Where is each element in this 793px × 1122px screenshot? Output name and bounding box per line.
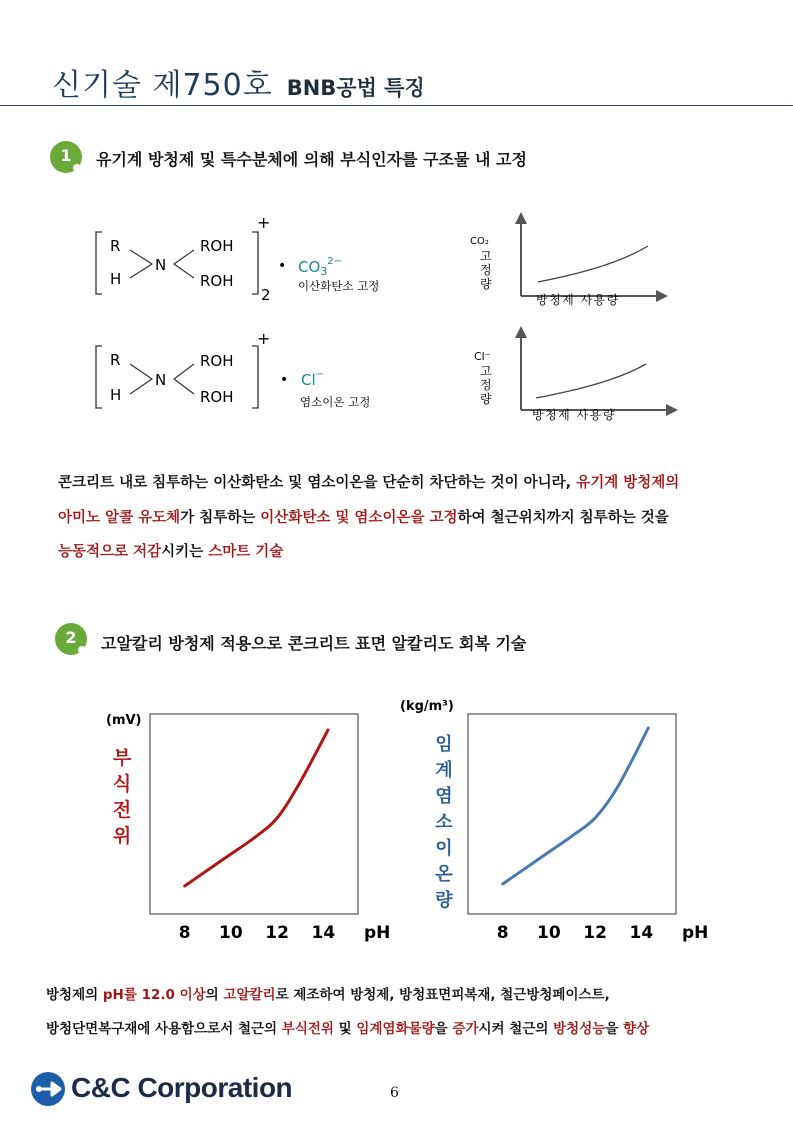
text-run: 및: [333, 1021, 357, 1037]
section1-paragraph-line1: [58, 471, 679, 492]
formula2-caption: 염소이온 고정: [300, 395, 371, 409]
graph2-ylabel-char: 량: [480, 392, 492, 406]
highlight-text: 부식전위: [281, 1021, 334, 1037]
formula2-right-bonds: [174, 364, 194, 394]
highlight-text: 임계염화물량: [356, 1021, 435, 1037]
graph1-ylabel-top: CO₂: [470, 236, 489, 247]
graph1-curve: [538, 246, 648, 282]
chart2-xlabel: pH: [682, 923, 709, 943]
graph1-ylabel-char: 고: [480, 249, 492, 263]
text-run: 시켜 철근의: [478, 1021, 554, 1037]
formula1-subscript: 2: [261, 286, 271, 304]
section1-number: 1: [60, 146, 72, 165]
company-logo-icon: [30, 1071, 66, 1107]
chart2-ylabel-char: 임: [435, 734, 453, 755]
graph2-ylabel-top: Cl⁻: [474, 350, 491, 363]
formula1-left-bonds: [130, 250, 152, 278]
chart2-ylabel-char: 온: [435, 864, 453, 885]
formula2-diagram: [88, 330, 448, 420]
formula2-charge: +: [257, 329, 271, 348]
highlight-text: 스마트 기술: [208, 544, 284, 560]
badge-dot-icon: [73, 164, 81, 172]
graph1-ylabel-char: 량: [480, 277, 492, 291]
corrosion-potential-chart: [100, 700, 391, 948]
chart2-x-tick-label: 10: [537, 923, 561, 943]
chart2-plot-frame: [468, 714, 676, 914]
text-run: 을: [605, 1021, 624, 1037]
chart1-plot-frame: [150, 714, 358, 914]
formula2-bullet: •: [280, 372, 289, 388]
graph1-y-arrow: [515, 212, 527, 224]
text-run: 방청제의: [46, 987, 103, 1003]
graph2-xlabel: 방청제 사용량: [532, 408, 616, 422]
text-run: 하여 철근위치까지 침투하는 것을: [457, 510, 669, 526]
formula2-ion: Cl−: [301, 369, 325, 389]
graph2-ylabel-char: 고: [480, 364, 492, 378]
chart2-ylabel: [435, 733, 453, 911]
graph1-ylabel-char: 정: [480, 263, 492, 277]
formula1-ion: $CO_3^{2-}$: [298, 256, 343, 278]
title-main: 신기술 제750호: [52, 68, 273, 103]
formula2-n: N: [155, 371, 167, 389]
formula1-charge: +: [257, 213, 271, 232]
chart1-x-tick-label: 8: [178, 923, 191, 943]
section1-number-badge: [50, 141, 82, 173]
highlight-text: 능동적으로 저감: [58, 544, 162, 560]
text-run: 가 침투하는: [180, 510, 261, 526]
section2-paragraph-line1: [46, 983, 610, 1003]
chart1-x-tick-label: 14: [311, 923, 336, 943]
title-sub: BNB공법 특징: [286, 76, 425, 100]
chart2-ylabel-char: 량: [435, 890, 453, 911]
chart1-ylabel-char: 부: [112, 747, 132, 769]
text-run: 콘크리트 내로 침투하는 이산화탄소 및 염소이온을 단순히 차단하는 것이 아니라,: [58, 475, 577, 491]
highlight-text: 방청성능: [553, 1021, 606, 1037]
text-run: 로 제조하여 방청제, 방청표면피복재, 철근방청페이스트,: [275, 987, 610, 1003]
formula1-r: R: [110, 237, 121, 255]
title-divider: [0, 105, 793, 106]
graph2-ylabel-char: 정: [480, 378, 492, 392]
chart2-unit-label: (kg/m³): [400, 699, 454, 714]
graph1-x-arrow: [656, 290, 668, 302]
section2-heading: 고알칼리 방청제 적용으로 콘크리트 표면 알칼리도 회복 기술: [101, 634, 527, 653]
page-number: 6: [390, 1085, 399, 1101]
formula2-h: H: [110, 386, 122, 404]
formula1-roh2: ROH: [200, 272, 234, 290]
chart1-ylabel: [113, 747, 132, 847]
chloride-fixation-graph: [468, 322, 678, 422]
chart2-ylabel-char: 소: [435, 812, 453, 833]
formula2-left-bonds: [130, 364, 152, 394]
formula1-right-bonds: [174, 250, 194, 278]
section2-number-badge: [55, 623, 87, 655]
chart1-ylabel-char: 식: [112, 773, 132, 795]
chart2-ylabel-char: 계: [435, 760, 453, 781]
section1-heading: 유기계 방청제 및 특수분체에 의해 부식인자를 구조물 내 고정: [96, 150, 527, 169]
chart2-x-tick-label: 12: [583, 923, 607, 943]
formula2-roh2: ROH: [200, 388, 234, 406]
company-name: C&C Corporation: [71, 1072, 293, 1103]
chart1-ylabel-char: 전: [112, 799, 132, 821]
chart1-xlabel: pH: [364, 923, 391, 943]
formula1-left-bracket: [96, 232, 102, 294]
text-run: 방청단면복구재에 사용함으로서 철근의: [46, 1021, 282, 1037]
co2-fixation-graph: [468, 208, 678, 308]
highlight-text: 증가: [452, 1021, 479, 1037]
highlight-text: 이산화탄소 및 염소이온을 고정: [260, 510, 458, 526]
highlight-text: 유기계 방청제의: [576, 475, 680, 491]
text-run: 을: [434, 1021, 453, 1037]
page-title: [52, 60, 425, 104]
text-run: 의: [205, 987, 224, 1003]
text-run: 시키는: [161, 544, 209, 560]
highlight-text: pH를 12.0 이상: [102, 987, 206, 1003]
formula2-right-bracket: [252, 346, 258, 408]
graph1-xlabel: 방청제 사용량: [536, 293, 620, 307]
formula1-diagram: [88, 210, 448, 310]
section2-paragraph-line2: [46, 1017, 649, 1037]
chart1-unit-label: (mV): [106, 713, 142, 728]
formula1-bullet: •: [278, 258, 287, 274]
formula1-roh1: ROH: [200, 237, 234, 255]
chart2-ylabel-char: 염: [435, 786, 453, 807]
graph2-y-arrow: [515, 326, 527, 338]
highlight-text: 아미노 알콜 유도체: [58, 510, 181, 526]
chart1-ylabel-char: 위: [112, 825, 132, 847]
chart2-ylabel-char: 이: [435, 838, 453, 859]
graph2-curve: [536, 364, 646, 398]
formula2-left-bracket: [96, 346, 102, 408]
formula1-right-bracket: [252, 232, 258, 294]
highlight-text: 향상: [623, 1021, 650, 1037]
section2-number: 2: [65, 628, 77, 647]
formula2-r: R: [110, 351, 121, 369]
section1-paragraph-line2: [58, 506, 669, 527]
formula1-h: H: [110, 270, 122, 288]
critical-chloride-chart: [390, 690, 709, 948]
highlight-text: 고알칼리: [223, 987, 276, 1003]
badge-dot-icon: [78, 646, 86, 654]
graph2-x-arrow: [666, 404, 678, 416]
chart2-x-tick-label: 8: [496, 923, 509, 943]
section1-paragraph-line3: [58, 540, 283, 561]
chart1-x-tick-label: 10: [219, 923, 243, 943]
chart1-x-tick-label: 12: [265, 923, 289, 943]
formula1-n: N: [155, 256, 167, 274]
formula1-caption: 이산화탄소 고정: [298, 279, 380, 293]
formula2-roh1: ROH: [200, 352, 234, 370]
chart2-x-tick-label: 14: [629, 923, 654, 943]
